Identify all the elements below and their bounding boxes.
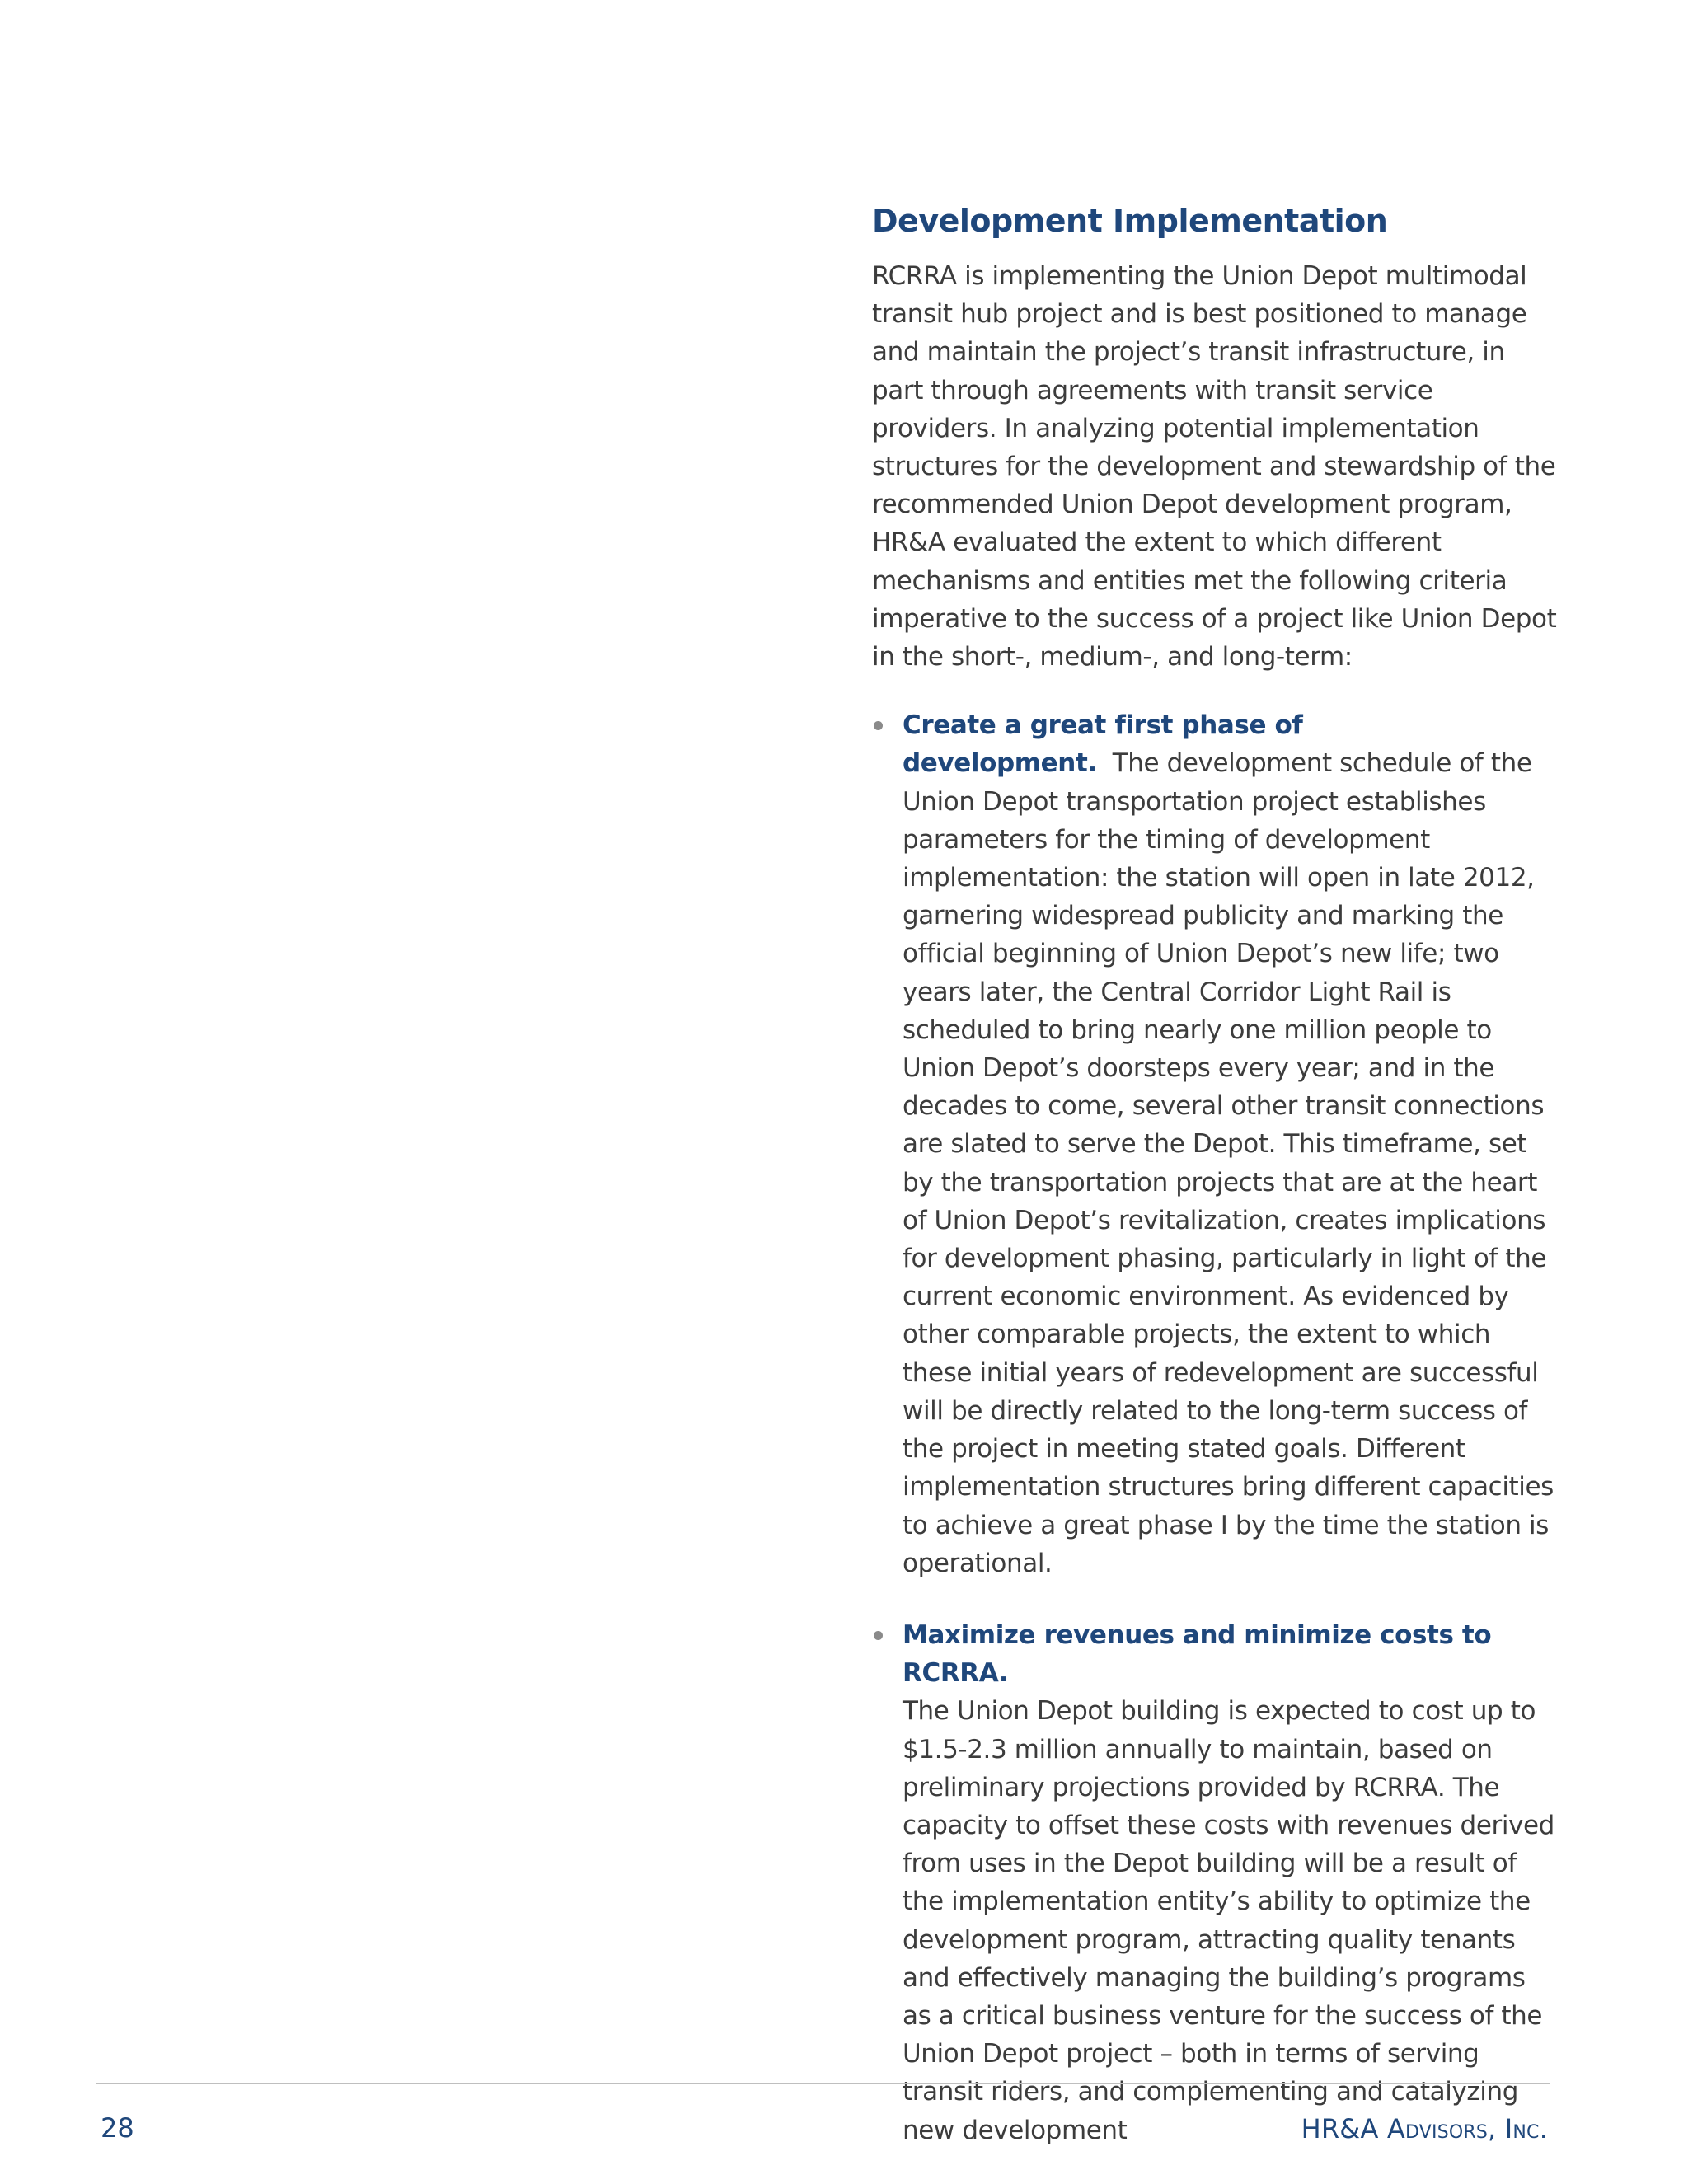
list-item bbox=[872, 706, 1560, 1582]
firm-name: HR&A Advisors, Inc. bbox=[1301, 2113, 1548, 2144]
criteria-list bbox=[872, 706, 1560, 2149]
list-item bbox=[872, 1616, 1560, 2149]
main-column bbox=[872, 198, 1560, 2183]
section-heading: Development Implementation bbox=[872, 203, 1388, 239]
criterion-body: The development schedule of the Union Depot transportation project establishes parameters for the timing of development implementation: the station will open in late 2012, garnering widespread publicity and marking the official beginning of Union Depot’s new life; two years later, the Central Corridor Light Rail is scheduled to bring nearly one million people to Union Depot’s doorsteps every year; and in the decades to come, several other transit connections are slated to serve the Depot. This timeframe, set by the transportation projects that are at the heart of Union Depot’s revitalization, creates implications for development phasing, particularly in light of the current economic environment. As evidenced by other comparable projects, the extent to which these initial years of redevelopment are successful will be directly related to the long-term success of the project in meeting stated goals. Different implementation structures bring different capacities to achieve a great phase I by the time the station is operational. bbox=[903, 748, 1554, 1578]
criterion-title: Create a great first phase of development. bbox=[903, 710, 1303, 779]
bullet-icon bbox=[874, 721, 883, 730]
bullet-icon bbox=[874, 1631, 883, 1640]
criterion-body: The Union Depot building is expected to cost up to $1.5-2.3 million annually to maintain, based on preliminary projections provided by RCRRA. The capacity to offset these costs with revenues derived from uses in the Depot building will be a result of the implementation entity’s ability to optimize the development program, attracting quality tenants and effectively managing the building’s programs as a critical business venture for the success of the Union Depot project – both in terms of serving transit riders, and complementing and catalyzing new development bbox=[903, 1696, 1554, 2145]
footer-divider bbox=[96, 2083, 1550, 2084]
intro-paragraph: RCRRA is implementing the Union Depot multimodal transit hub project and is best positioned to manage and maintain the project’s transit infrastructure, in part through agreements with transit service providers. In analyzing potential implementation structures for the development and stewardship of the recommended Union Depot development program, HR&A evaluated the extent to which different mechanisms and entities met the following criteria imperative to the success of a project like Union Depot in the short-, medium-, and long-term: bbox=[872, 261, 1557, 673]
criterion-title: Maximize revenues and minimize costs to RCRRA. bbox=[903, 1619, 1492, 1689]
page-number: 28 bbox=[101, 2112, 134, 2144]
